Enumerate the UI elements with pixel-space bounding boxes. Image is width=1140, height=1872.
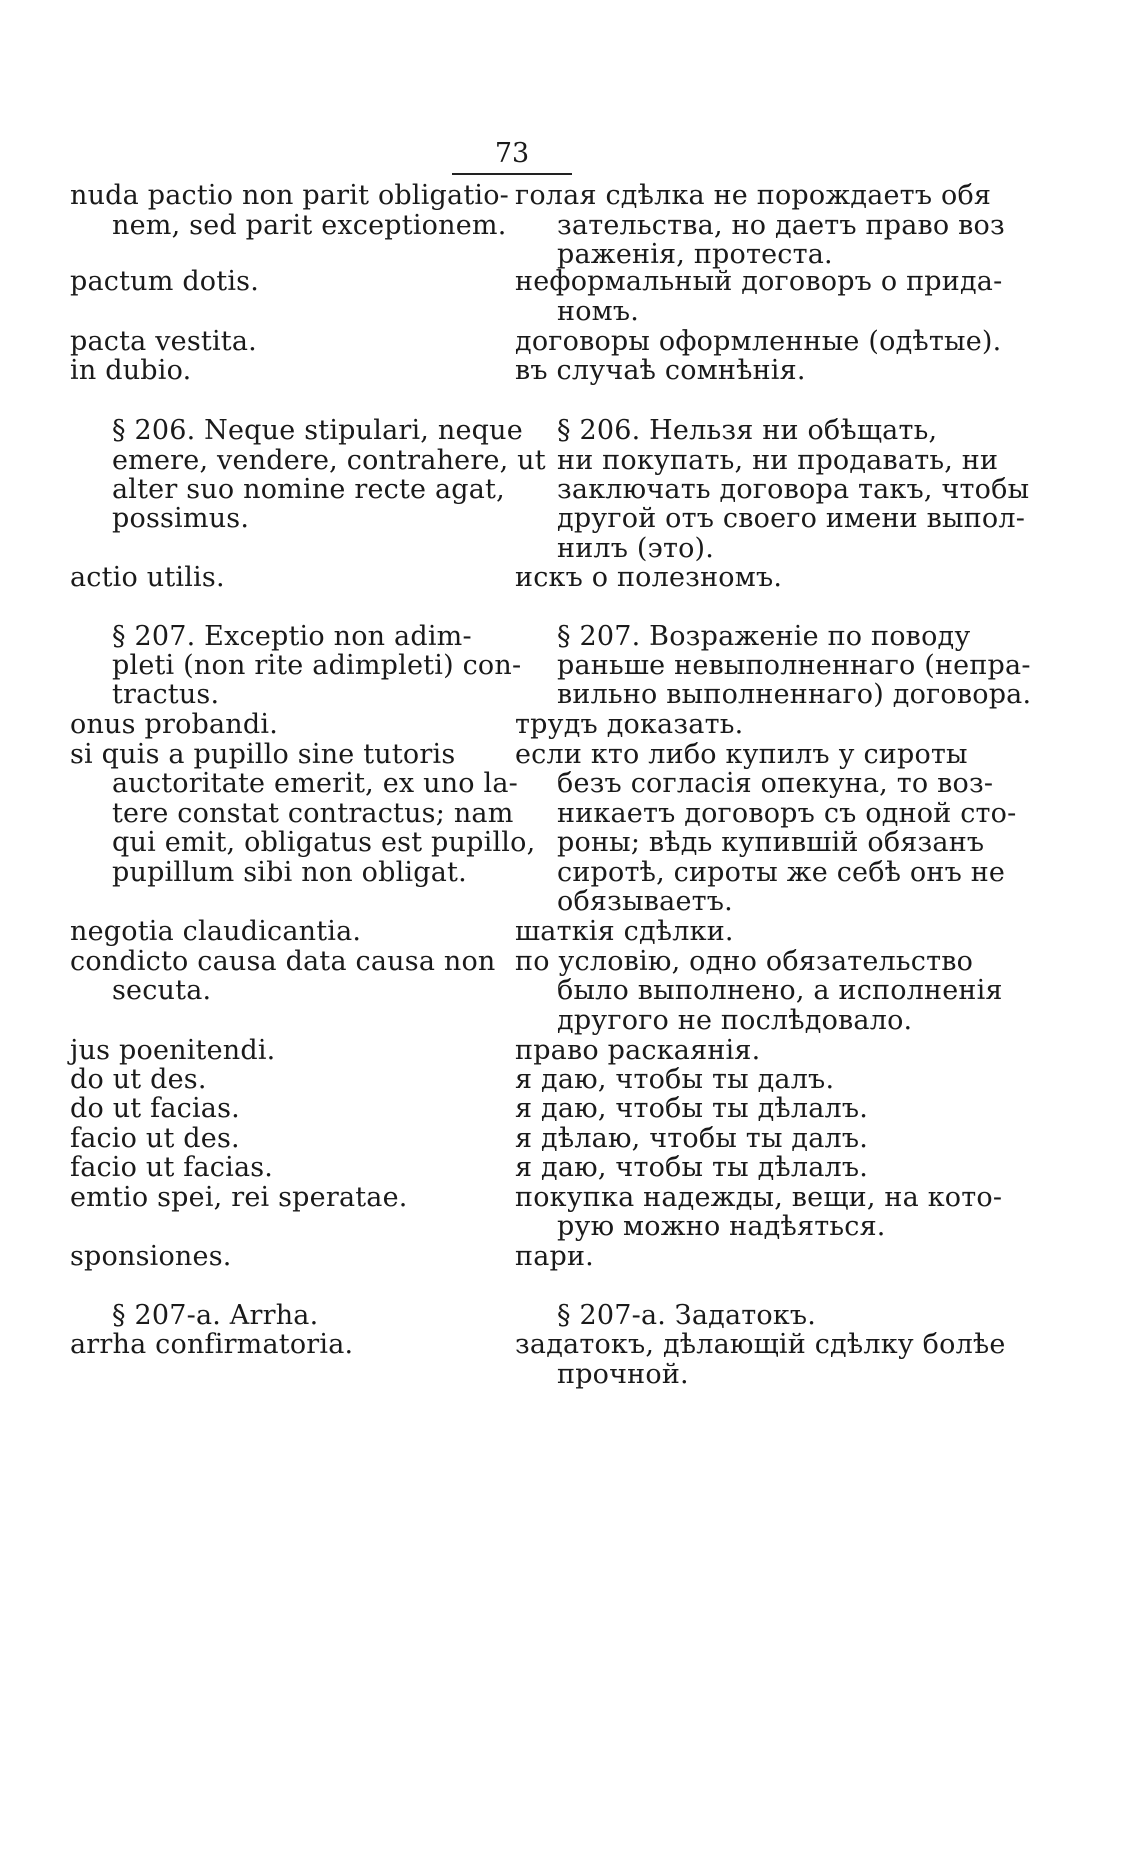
russian-line: неформальный договоръ о прида-	[515, 266, 1003, 297]
latin-line: si quis a pupillo sine tutoris	[70, 739, 456, 770]
russian-section-heading: § 207. Возраженіе по поводу	[557, 621, 971, 652]
latin-line: sponsiones.	[70, 1241, 232, 1272]
latin-line: onus probandi.	[70, 709, 278, 740]
russian-line: трудъ доказать.	[515, 709, 744, 740]
latin-line: do ut des.	[70, 1064, 207, 1095]
latin-line: facio ut des.	[70, 1123, 240, 1154]
latin-line: arrha confirmatoria.	[70, 1329, 354, 1360]
russian-line: ни покупать, ни продавать, ни	[557, 445, 999, 476]
russian-line: зательства, но даетъ право воз	[557, 210, 1005, 241]
russian-line: пари.	[515, 1241, 594, 1272]
latin-line: condicto causa data causa non	[70, 946, 496, 977]
russian-line: никаетъ договоръ съ одной сто-	[557, 798, 1017, 829]
latin-line: secuta.	[112, 975, 212, 1006]
russian-line: номъ.	[557, 296, 640, 327]
latin-line: pacta vestita.	[70, 326, 257, 357]
latin-line: alter suo nomine recte agat,	[112, 474, 505, 505]
russian-line: я даю, чтобы ты дѣлалъ.	[515, 1093, 869, 1124]
russian-line: безъ согласія опекуна, то воз-	[557, 768, 994, 799]
russian-line: договоры оформленные (одѣтые).	[515, 326, 1002, 357]
latin-line: negotia claudicantia.	[70, 916, 362, 947]
russian-line: другого не послѣдовало.	[557, 1005, 913, 1036]
russian-line: раньше невыполненнаго (непра-	[557, 650, 1031, 681]
latin-section-heading: § 206. Neque stipulari, neque	[112, 415, 523, 446]
page-number: 73	[452, 138, 572, 175]
latin-line: facio ut facias.	[70, 1152, 274, 1183]
latin-line: emere, vendere, contrahere, ut	[112, 445, 546, 476]
latin-line: tractus.	[112, 679, 220, 710]
russian-line: я даю, чтобы ты дѣлалъ.	[515, 1152, 869, 1183]
russian-line: голая сдѣлка не порождаетъ обя	[515, 180, 992, 211]
russian-line: задатокъ, дѣлающій сдѣлку болѣе	[515, 1329, 1006, 1360]
russian-line: по условію, одно обязательство	[515, 946, 974, 977]
russian-line: покупка надежды, вещи, на кото-	[515, 1182, 1003, 1213]
latin-line: do ut facias.	[70, 1093, 240, 1124]
latin-line: pupillum sibi non obligat.	[112, 857, 467, 888]
latin-line: jus poenitendi.	[70, 1035, 276, 1066]
latin-line: pactum dotis.	[70, 266, 259, 297]
russian-line: роны; вѣдь купившій обязанъ	[557, 827, 985, 858]
latin-line: possimus.	[112, 503, 250, 534]
russian-line: другой отъ своего имени выпол-	[557, 503, 1026, 534]
russian-line: право раскаянія.	[515, 1035, 761, 1066]
latin-line: auctoritate emerit, ex uno la-	[112, 768, 518, 799]
russian-line: шаткія сдѣлки.	[515, 916, 734, 947]
russian-line: рую можно надѣяться.	[557, 1211, 886, 1242]
russian-line: вильно выполненнаго) договора.	[557, 679, 1032, 710]
latin-line: nem, sed parit exceptionem.	[112, 210, 507, 241]
russian-section-heading: § 206. Нельзя ни обѣщать,	[557, 415, 938, 446]
russian-line: раженія, протеста.	[557, 239, 833, 270]
russian-line: заключать договора такъ, чтобы	[557, 474, 1030, 505]
russian-section-heading: § 207-а. Задатокъ.	[557, 1300, 817, 1331]
russian-line: нилъ (это).	[557, 533, 715, 564]
russian-line: прочной.	[557, 1359, 689, 1390]
russian-line: я даю, чтобы ты далъ.	[515, 1064, 835, 1095]
latin-line: tere constat contractus; nam	[112, 798, 514, 829]
latin-line: nuda pactio non parit obligatio-	[70, 180, 509, 211]
latin-line: in dubio.	[70, 355, 192, 386]
latin-line: qui emit, obligatus est pupillo,	[112, 827, 536, 858]
russian-line: было выполнено, а исполненія	[557, 975, 1003, 1006]
latin-section-heading: § 207-a. Arrha.	[112, 1300, 319, 1331]
russian-line: я дѣлаю, чтобы ты далъ.	[515, 1123, 869, 1154]
latin-line: emtio spei, rei speratae.	[70, 1182, 408, 1213]
russian-line: искъ о полезномъ.	[515, 562, 783, 593]
russian-line: если кто либо купилъ у сироты	[515, 739, 968, 770]
russian-line: сиротѣ, сироты же себѣ онъ не	[557, 857, 1006, 888]
latin-line: actio utilis.	[70, 562, 225, 593]
latin-line: pleti (non rite adimpleti) con-	[112, 650, 522, 681]
latin-section-heading: § 207. Exceptio non adim-	[112, 621, 472, 652]
russian-line: въ случаѣ сомнѣнія.	[515, 355, 806, 386]
russian-line: обязываетъ.	[557, 886, 733, 917]
